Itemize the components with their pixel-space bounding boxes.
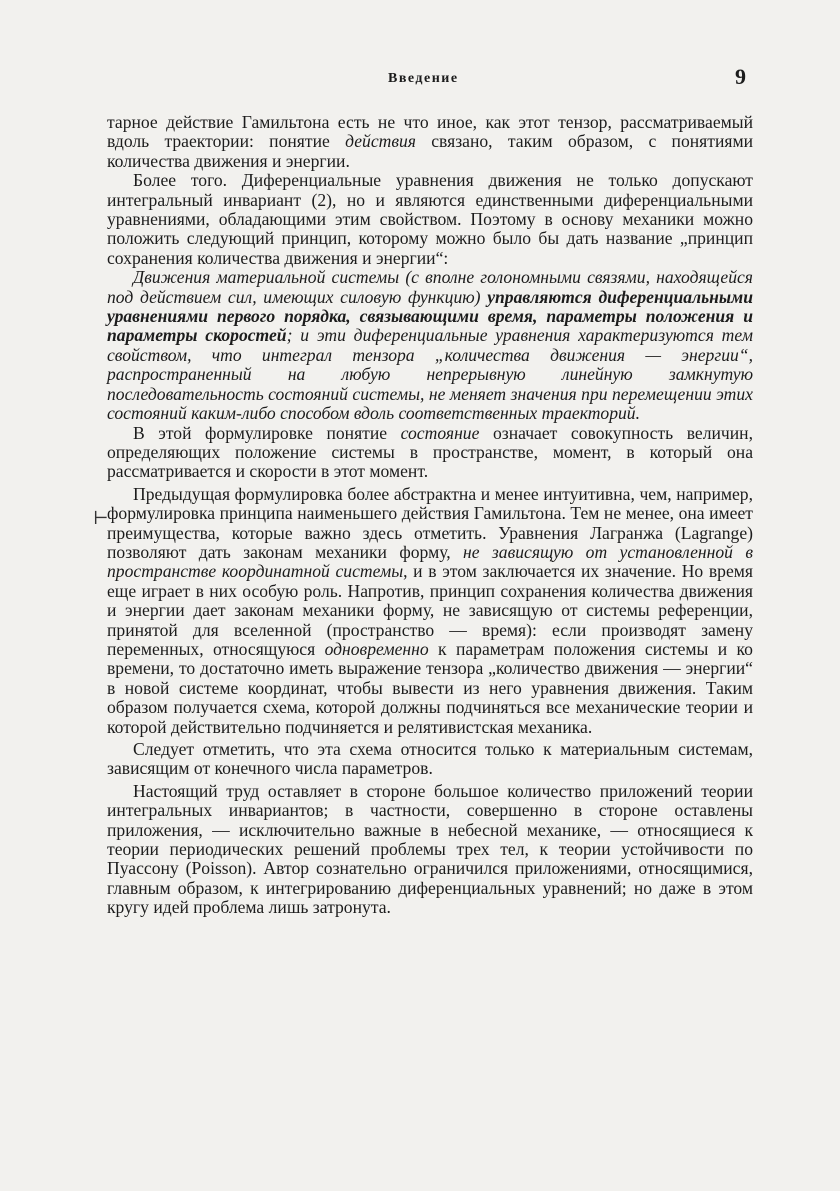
paragraph-2: Более того. Диференциальные уравнения движения не только допускают интегральный инвариант (2), но и являются единственными диференциальными уравнениями, обладающими этим свойством. Поэтому в основу механики можно положить следующий принцип, которому можно было бы дать название „принцип сохранения количества движения и энергии“: bbox=[107, 170, 753, 268]
margin-mark: ⊢ bbox=[93, 508, 109, 528]
principle-part-c: ; и эти диференциальные уравнения характеризуются тем свойством, что интеграл тензора „количества движения — энергии“, распространенный на любую непрерывную линейную замкнутую последовательность состояний системы, не меняет значения при перемещении этих состояний каким-либо способом вдоль соответственных траекторий. bbox=[107, 325, 753, 424]
paragraph-4-text-c: к параметрам положения системы и ко времени, то достаточно иметь выражение тензора „количество движения — энергии“ в новой системе координат, чтобы вывести из него уравнения движения. Таким образом получается схема, которой должны подчиняться все механические теории и которой действительно подчиняется и релятивистская механика. bbox=[107, 638, 753, 737]
paragraph-3-text: В этой формулировке понятие bbox=[133, 422, 401, 443]
principle-part-a: Движения материальной системы (с вполне голономными связями, находящейся под действием сил, имеющих силовую функцию) bbox=[107, 267, 753, 307]
page-number: 9 bbox=[735, 64, 746, 89]
paragraph-1-emphasis: действия bbox=[345, 131, 416, 152]
running-head-title: Введение bbox=[388, 71, 459, 86]
principle-part-b: управляются диференциальными уравнениями первого порядка, связывающими время, параметры положения и параметры скоростей bbox=[107, 286, 753, 346]
paragraph-6: Настоящий труд оставляет в стороне большое количество приложений теории интегральных инвариантов; в частности, совершенно в стороне оставлены приложения, — исключительно важные в небесной механике, — относящиеся к теории периодических решений проблемы трех тел, к теории устойчивости по Пуассону (Poisson). Автор сознательно ограничился приложениями, относящимися, главным образом, к интегрированию диференциальных уравнений; но даже в этом кругу идей проблема лишь затронута. bbox=[107, 780, 753, 918]
paragraph-5: Следует отметить, что эта схема относится только к материальным системам, зависящим от конечного числа параметров. bbox=[107, 739, 753, 779]
paragraph-4-emphasis-a: не зависящую от установленной в пространстве координатной системы bbox=[107, 541, 753, 582]
paragraph-3-end: означает совокупность величин, определяющих положение системы в пространстве, момент, в который она рассматривается и скорости в этот момент. bbox=[107, 422, 753, 482]
paragraph-3-emphasis: состояние bbox=[400, 422, 480, 443]
paragraph-4-text-b: , и в этом заключается их значение. Но время еще играет в них особую роль. Напротив, принцип сохранения количества движения и энергии дает законам механики форму, не зависящую от системы референции, принятой для вселенной (пространство — время): если производят замену переменных, относящуюся bbox=[107, 561, 753, 659]
paragraph-4 bbox=[107, 485, 753, 737]
paragraph-1-text: тарное действие Гамильтона есть не что иное, как этот тензор, рассматриваемый вдоль траектории: понятие bbox=[107, 112, 753, 152]
paragraph-4-text-a: Предыдущая формулировка более абстрактна и менее интуитивна, чем, например, формулировка принципа наименьшего действия Гамильтона. Тем не менее, она имеет преимущества, которые важно здесь отметить. Уравнения Лагранжа (Lagrange) позволяют дать законам механики форму, bbox=[107, 483, 753, 562]
paragraph-4-emphasis-b: одновременно bbox=[324, 638, 429, 659]
principle-statement bbox=[107, 268, 753, 423]
paragraph-1 bbox=[107, 113, 753, 171]
paragraph-1-end: связано, таким образом, с понятиями количества движения и энергии. bbox=[107, 131, 754, 171]
paragraph-3 bbox=[107, 424, 753, 482]
body-text bbox=[107, 113, 753, 918]
